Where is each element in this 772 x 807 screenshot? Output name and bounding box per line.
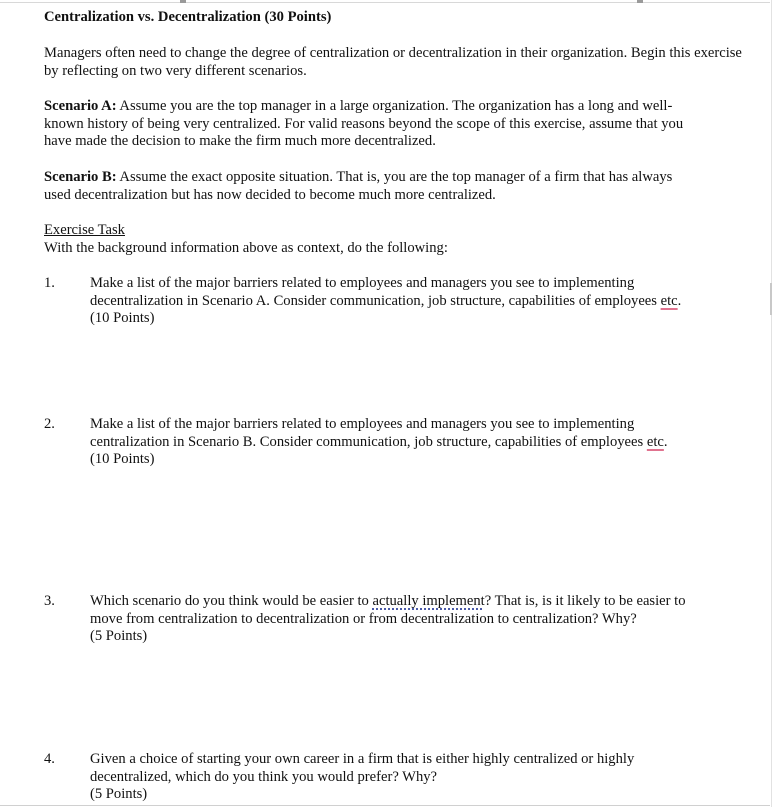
- bottom-border-line: [0, 805, 770, 806]
- question-3-number: 3.: [44, 593, 55, 609]
- spelling-flag[interactable]: etc: [646, 433, 664, 450]
- document-title: Centralization vs. Decentralization (30 Points): [44, 9, 332, 25]
- scenario-b-paragraph: [44, 169, 744, 204]
- question-2: [90, 416, 740, 469]
- question-points: (5 Points): [90, 628, 148, 645]
- question-3: [90, 593, 740, 646]
- scenario-a-line: Scenario A: Assume you are the top manager in a large organization. The organization has a long and well-: [44, 98, 673, 114]
- intro-paragraph: Managers often need to change the degree of centralization or decentralization in their organization. Begin this exercise by reflecting on two very different scenarios.: [44, 45, 742, 79]
- question-line: Make a list of the major barriers related to employees and managers you see to implementing: [90, 275, 635, 291]
- question-line: centralization in Scenario B. Consider communication, job structure, capabilities of employees etc.: [90, 433, 668, 450]
- top-border-line: [0, 2, 770, 3]
- question-2-number: 2.: [44, 416, 55, 432]
- scenario-a-line: have made the decision to make the firm much more decentralized.: [44, 133, 436, 150]
- question-points: (5 Points): [90, 786, 148, 803]
- exercise-task-instruction: With the background information above as context, do the following:: [44, 239, 448, 256]
- question-1: [90, 275, 740, 328]
- exercise-task-heading: Exercise Task: [44, 222, 125, 238]
- scenario-a-line: known history of being very centralized. For valid reasons beyond the scope of this exercise, assume that you: [44, 115, 684, 132]
- scenario-b-line: Scenario B: Assume the exact opposite situation. That is, you are the top manager of a firm that has always: [44, 169, 673, 185]
- exercise-task-section: [44, 222, 744, 257]
- question-line: Make a list of the major barriers related to employees and managers you see to implementing: [90, 416, 635, 432]
- top-cut-mark: [180, 0, 186, 3]
- question-line: Given a choice of starting your own career in a firm that is either highly centralized or highly: [90, 751, 635, 767]
- question-points: (10 Points): [90, 451, 155, 468]
- grammar-flag[interactable]: actually implement: [372, 593, 485, 609]
- question-4-number: 4.: [44, 751, 55, 767]
- question-line: decentralization in Scenario A. Consider communication, job structure, capabilities of employees etc.: [90, 292, 682, 309]
- scenario-a-label: Scenario A:: [44, 98, 117, 114]
- question-4: [90, 751, 740, 804]
- question-1-number: 1.: [44, 275, 55, 291]
- question-line: move from centralization to decentralization or from decentralization to centralization? Why?: [90, 610, 637, 627]
- scenario-b-label: Scenario B:: [44, 169, 117, 185]
- top-cut-mark: [637, 0, 643, 3]
- spelling-flag[interactable]: etc: [660, 292, 678, 309]
- question-line: Which scenario do you think would be easier to actually implement? That is, is it likely to be easier to: [90, 593, 686, 609]
- scenario-b-line: used decentralization but has now decided to become much more centralized.: [44, 186, 496, 203]
- question-line: decentralized, which do you think you would prefer? Why?: [90, 768, 438, 785]
- question-points: (10 Points): [90, 310, 155, 327]
- scenario-a-paragraph: [44, 98, 744, 151]
